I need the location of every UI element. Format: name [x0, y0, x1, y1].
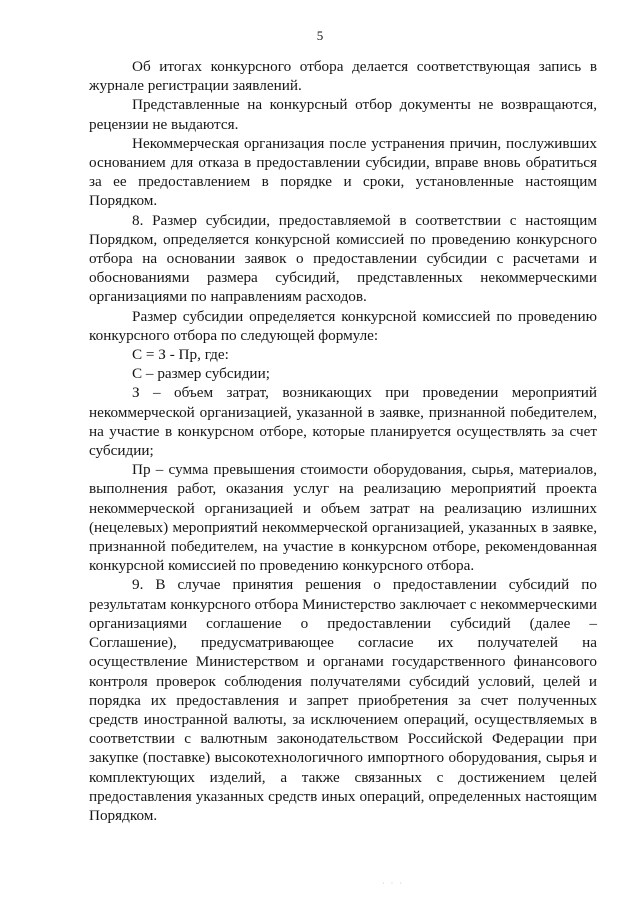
- paragraph-formula-c: С – размер субсидии;: [132, 365, 270, 383]
- paragraph-formula-pr: Пр – сумма превышения стоимости оборудования, сырья, материалов, выполнения работ, оказания услуг на реализацию мероприятий проекта некоммерческой организацией и объем затрат на реализацию излишних (нецелевых) мероприятий некоммерческой организацией, указанных в заявке, признанной победителем, на участие в конкурсном отборе, рекомендованная конкурсной комиссией по проведению конкурсного отбора.: [89, 461, 597, 575]
- paragraph-item-9-agreement: 9. В случае принятия решения о предоставлении субсидий по результатам конкурсного отбора Министерство заключает с некоммерческими организациями соглашение о предоставлении субсидий (далее – Соглашение), предусматривающее согласие их получателей на осуществление Министерством и органами государственного финансового контроля проверок соблюдения получателями субсидий условий, целей и порядка их предоставления и запрет приобретения за счет полученных средств иностранной валюты, за исключением операций, осуществляемых в соответствии с валютным законодательством Российской Федерации при закупке (поставке) высокотехнологичного импортного оборудования, сырья и комплектующих изделий, а также связанных с достижением целей предоставления указанных средств иных операций, определенных настоящим Порядком.: [89, 576, 597, 824]
- document-body: [89, 57, 597, 825]
- page-number: 5: [316, 28, 324, 43]
- paragraph-contest-record: Об итогах конкурсного отбора делается соответствующая запись в журнале регистрации заявлений.: [89, 58, 597, 95]
- paragraph-documents-not-returned: Представленные на конкурсный отбор документы не возвращаются, рецензии не выдаются.: [89, 96, 597, 133]
- paragraph-item-8-subsidy-size: 8. Размер субсидии, предоставляемой в соответствии с настоящим Порядком, определяется конкурсной комиссией по проведению конкурсного отбора на основании заявок о предоставлении субсидии с расчетами и обоснованиями размера субсидий, представленных некоммерческими организациями по направлениям расходов.: [89, 211, 597, 306]
- paragraph-formula-z: З – объем затрат, возникающих при проведении мероприятий некоммерческой организацией, указанной в заявке, признанной победителем, на участие в конкурсном отборе, которые планируется осуществлять за счет субсидии;: [89, 384, 597, 460]
- paragraph-formula-intro: Размер субсидии определяется конкурсной комиссией по проведению конкурсного отбора по следующей формуле:: [89, 307, 597, 344]
- footer-mark: · · ·: [382, 879, 404, 888]
- paragraph-formula: С = З - Пр, где:: [132, 346, 229, 364]
- paragraph-reapplication: Некоммерческая организация после устранения причин, послуживших основанием для отказа в предоставлении субсидии, вправе вновь обратиться за ее предоставлением в порядке и сроки, установленные настоящим Порядком.: [89, 134, 597, 210]
